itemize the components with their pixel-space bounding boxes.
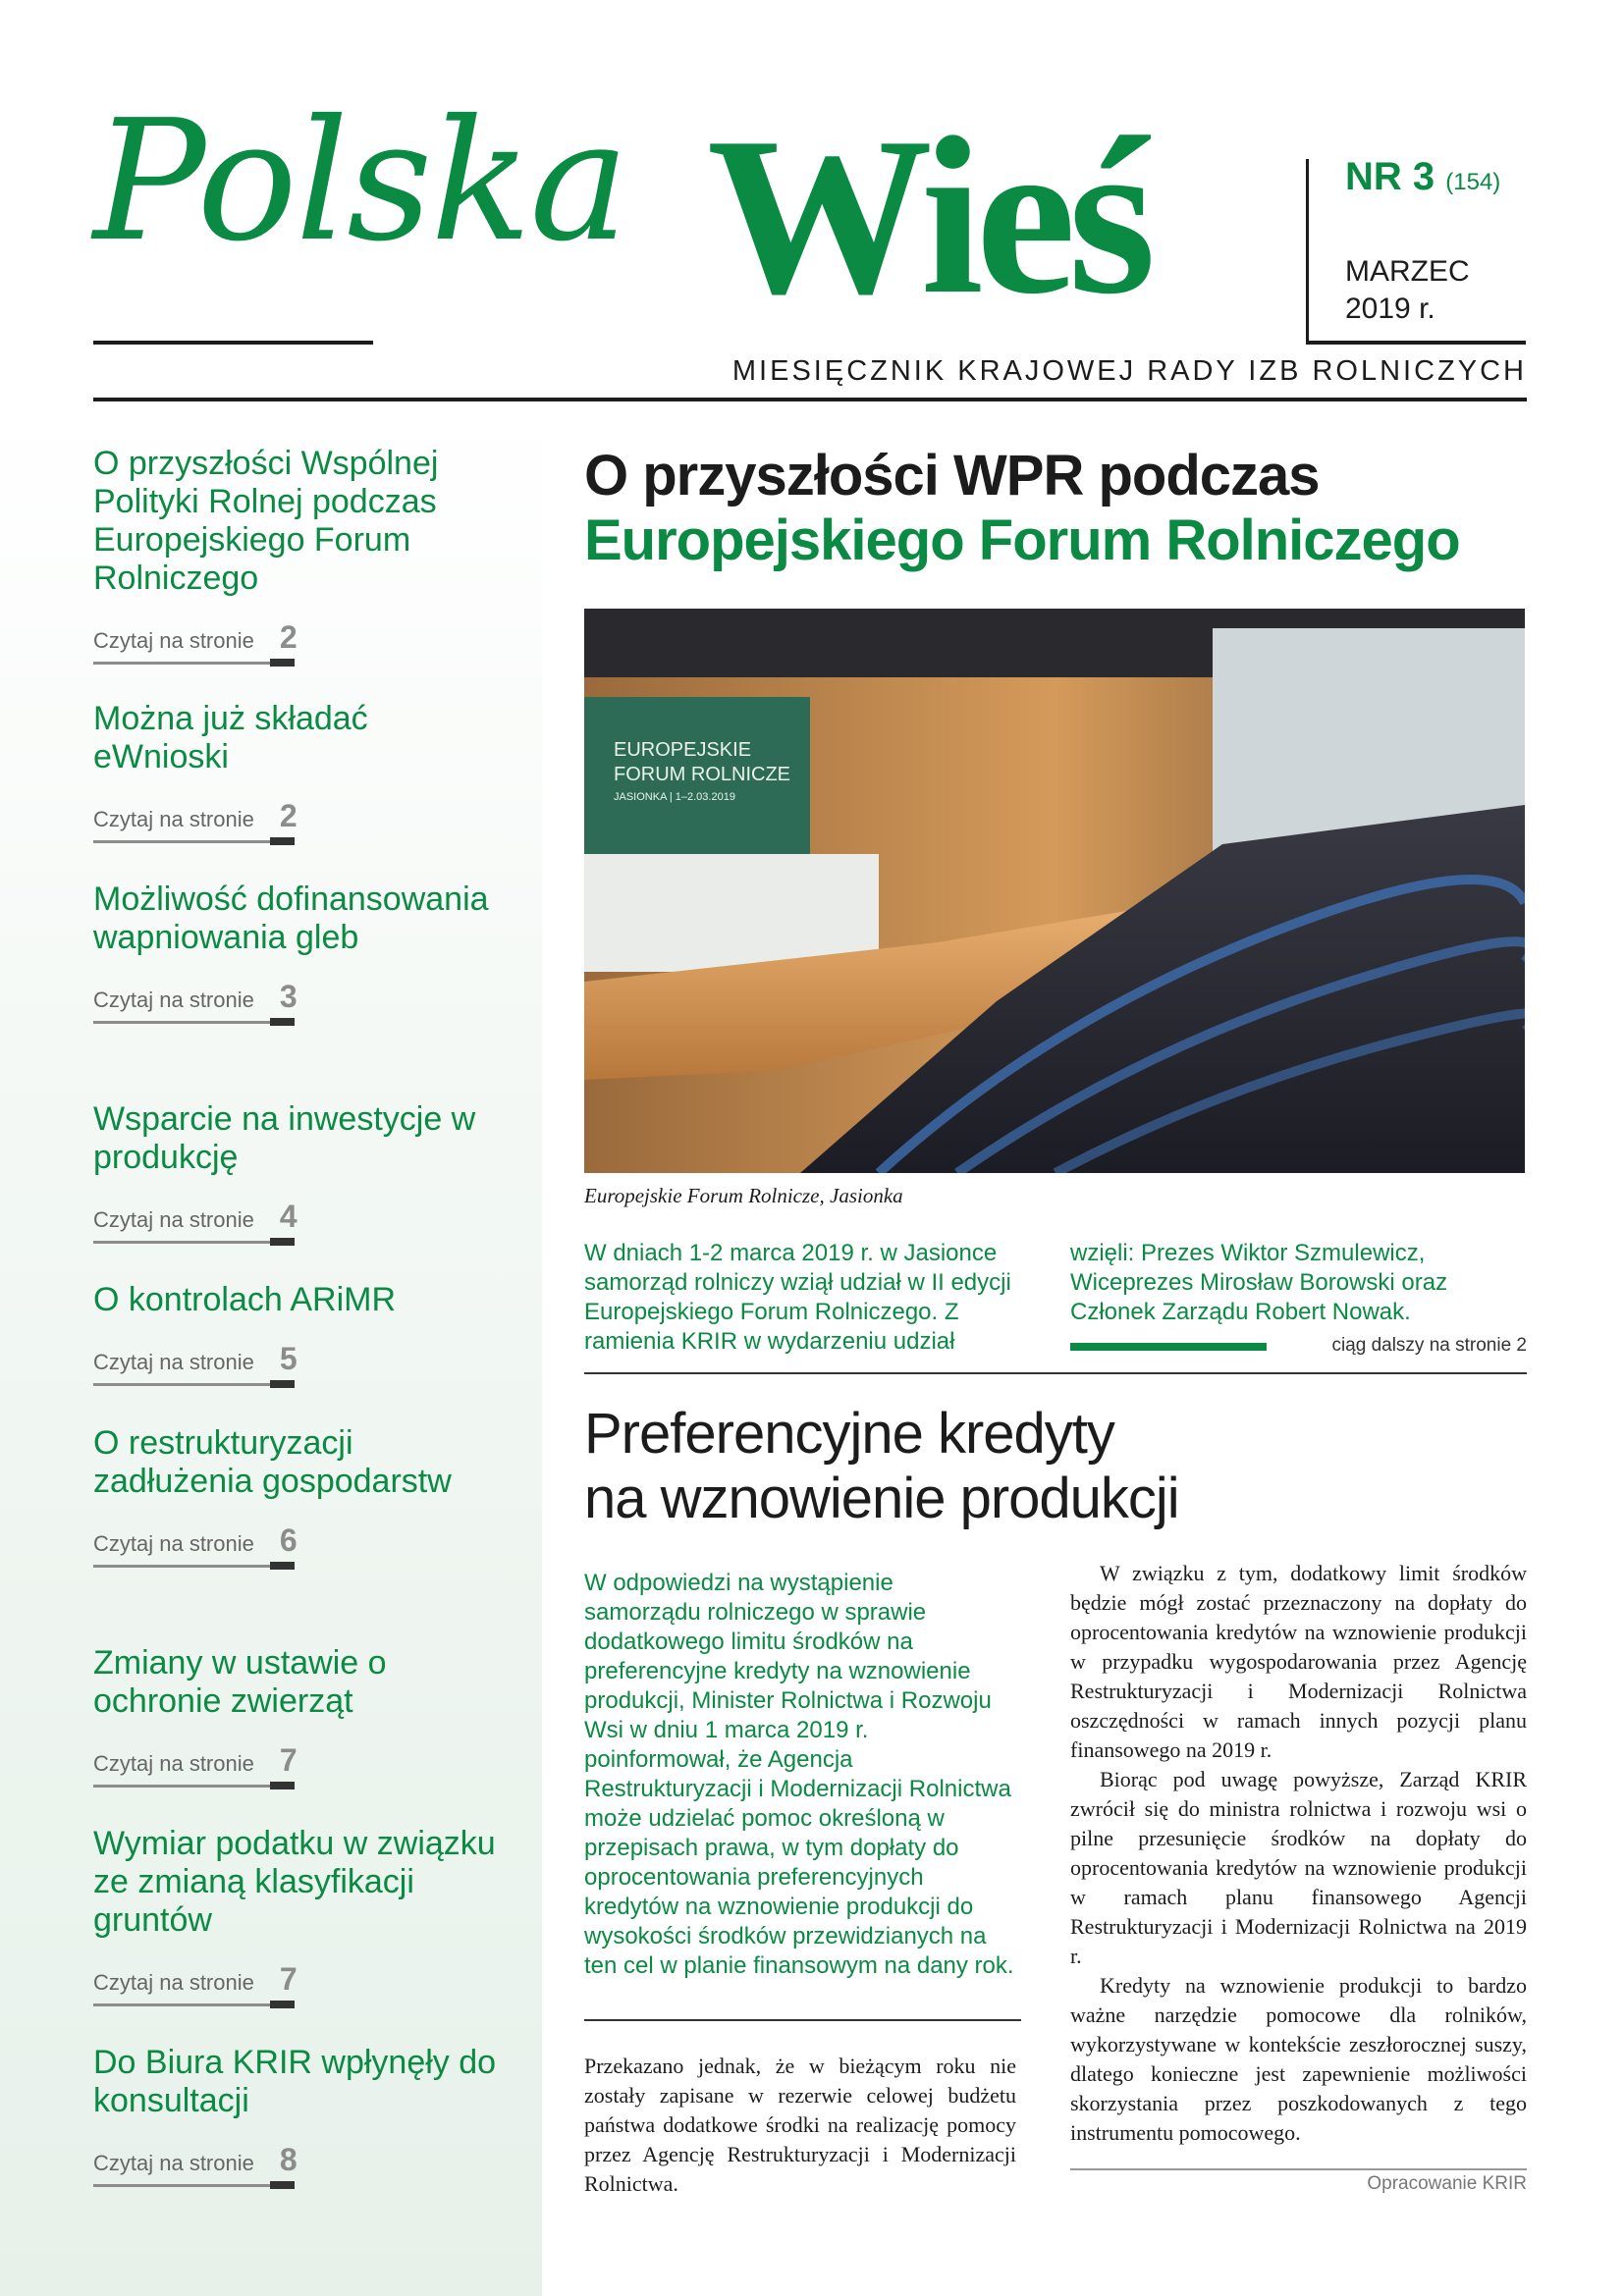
toc-read-label: Czytaj na stronie bbox=[93, 1531, 254, 1556]
article1-headline bbox=[584, 444, 1527, 573]
toc-item[interactable] bbox=[93, 1281, 506, 1386]
toc-item[interactable] bbox=[93, 2044, 506, 2187]
toc-underline bbox=[93, 2003, 295, 2006]
toc-page-number: 7 bbox=[279, 1742, 298, 1778]
toc-item-title: Wymiar podatku w związku ze zmianą klasyfikacji gruntów bbox=[93, 1825, 496, 1939]
auditorium-photo-illustration bbox=[584, 609, 1525, 1173]
screen-text-3: JASIONKA | 1–2.03.2019 bbox=[614, 791, 735, 803]
toc-item-read-more bbox=[93, 798, 506, 834]
toc-read-label: Czytaj na stronie bbox=[93, 988, 254, 1012]
toc-item-title: O przyszłości Wspólnej Polityki Rolnej podczas Europejskiego Forum Rolniczego bbox=[93, 445, 439, 597]
issue-date bbox=[1345, 253, 1470, 328]
toc-item-read-more bbox=[93, 2142, 506, 2178]
toc-read-label: Czytaj na stronie bbox=[93, 2151, 254, 2175]
toc-item-read-more bbox=[93, 1961, 506, 1998]
toc-underline bbox=[93, 662, 295, 665]
toc-item[interactable] bbox=[93, 881, 506, 1024]
toc-read-label: Czytaj na stronie bbox=[93, 1751, 254, 1776]
toc-item-title: Zmiany w ustawie o ochronie zwierząt bbox=[93, 1644, 387, 1720]
toc-item-title: O restrukturyzacji zadłużenia gospodarstw bbox=[93, 1424, 452, 1500]
toc-item[interactable] bbox=[93, 1100, 506, 1244]
article2-body-left bbox=[584, 2052, 1016, 2199]
article1-photo-caption: Europejskie Forum Rolnicze, Jasionka bbox=[584, 1184, 903, 1207]
masthead-rule-left bbox=[93, 341, 373, 345]
toc-read-label: Czytaj na stronie bbox=[93, 1207, 254, 1232]
toc-underline bbox=[93, 840, 295, 843]
toc-underline bbox=[93, 1785, 295, 1788]
toc-page-number: 5 bbox=[279, 1341, 298, 1376]
toc-item[interactable] bbox=[93, 1825, 506, 2006]
article2-body-right-paragraph-3: Kredyty na wznowienie produkcji to bardzo ważne narzędzie pomocowe dla rolników, wykorzystywane w kontekście zeszłorocznej suszy, dlatego konieczne jest zapewnienie możliwości skorzystania przez poszkodowanych z tego instrumentu pomocowego. bbox=[1070, 1973, 1527, 2145]
article2-lead-rule bbox=[584, 2019, 1021, 2021]
toc-item-read-more bbox=[93, 1199, 506, 1235]
toc-item-read-more bbox=[93, 619, 506, 656]
toc-read-label: Czytaj na stronie bbox=[93, 628, 254, 653]
toc-underline bbox=[93, 1383, 295, 1386]
issue-number bbox=[1345, 155, 1500, 199]
article2-body-left-paragraph: Przekazano jednak, że w bieżącym roku nie zostały zapisane w rezerwie celowej budżetu państwa dodatkowe środki na realizację pomocy przez Agencję Restrukturyzacji i Modernizacji Rolnictwa. bbox=[584, 2054, 1016, 2196]
toc-page-number: 3 bbox=[279, 979, 298, 1014]
article2-body-right-paragraph-1: W związku z tym, dodatkowy limit środków będzie mógł zostać przeznaczony na dopłaty do oprocentowania kredytów na wznowienie produkcji w przypadku wygospodarowania przez Agencję Restrukturyzacji i Modernizacji Rolnictwa oszczędności w ramach innych pozycji planu finansowego na 2019 r. bbox=[1070, 1561, 1527, 1762]
article1-headline-line2: Europejskiego Forum Rolniczego bbox=[584, 508, 1460, 572]
article2-signature-rule bbox=[1070, 2168, 1527, 2170]
toc-item-read-more bbox=[93, 1742, 506, 1779]
article1-accent-bar bbox=[1070, 1343, 1267, 1351]
toc-read-label: Czytaj na stronie bbox=[93, 807, 254, 831]
toc-item-title: Wsparcie na inwestycje w produkcję bbox=[93, 1100, 476, 1176]
article1-lead-left: W dniach 1-2 marca 2019 r. w Jasionce samorząd rolniczy wziął udział w II edycji Europejskiego Forum Rolniczego. Z ramienia KRIR w wydarzeniu udział bbox=[584, 1240, 1011, 1355]
issue-month: MARZEC bbox=[1345, 255, 1470, 288]
toc-underline bbox=[93, 2184, 295, 2187]
toc-item-read-more bbox=[93, 979, 506, 1015]
article1-headline-line1: O przyszłości WPR podczas bbox=[584, 444, 1320, 507]
toc-item-title: Możliwość dofinansowania wapniowania gleb bbox=[93, 881, 489, 956]
toc-underline bbox=[93, 1565, 295, 1568]
toc-underline bbox=[93, 1021, 295, 1024]
toc-read-label: Czytaj na stronie bbox=[93, 1350, 254, 1374]
article2-signature: Opracowanie KRIR bbox=[1367, 2173, 1527, 2194]
article1-photo bbox=[584, 609, 1525, 1173]
toc-item-title: Można już składać eWnioski bbox=[93, 700, 368, 775]
toc-page-number: 2 bbox=[279, 798, 298, 833]
article2-headline-line2: na wznowienie produkcji bbox=[584, 1467, 1179, 1530]
toc-item-title: Do Biura KRIR wpłynęły do konsultacji bbox=[93, 2044, 497, 2119]
toc-page-number: 7 bbox=[279, 1961, 298, 1997]
toc-page-number: 2 bbox=[279, 619, 298, 655]
masthead-rule-right bbox=[1306, 341, 1526, 345]
toc-read-label: Czytaj na stronie bbox=[93, 1970, 254, 1995]
toc-page-number: 8 bbox=[279, 2142, 298, 2177]
screen-text-2: FORUM ROLNICZE bbox=[614, 764, 790, 785]
toc-item[interactable] bbox=[93, 445, 506, 665]
issue-total-text: (154) bbox=[1445, 169, 1501, 195]
article2-body-right-paragraph-2: Biorąc pod uwagę powyższe, Zarząd KRIR zwrócił się do ministra rolnictwa i rozwoju wsi o pilne przesunięcie środków na dopłaty do oprocentowania kredytów na wznowienie produkcji w ramach planu finansowego Agencji Restrukturyzacji i Modernizacji Rolnictwa na 2019 r. bbox=[1070, 1767, 1527, 1968]
toc-item-read-more bbox=[93, 1522, 506, 1559]
toc-page-number: 6 bbox=[279, 1522, 298, 1558]
article1-lead-right: wzięli: Prezes Wiktor Szmulewicz, Wiceprezes Mirosław Borowski oraz Członek Zarządu Robert Nowak. bbox=[1070, 1240, 1448, 1325]
article2-body-right bbox=[1070, 1559, 1527, 2148]
article1-continued-link[interactable]: ciąg dalszy na stronie 2 bbox=[1331, 1335, 1527, 1356]
article2-headline bbox=[584, 1402, 1527, 1531]
masthead-title-polska: Polska bbox=[93, 84, 627, 279]
article-divider bbox=[584, 1372, 1527, 1374]
toc-item[interactable] bbox=[93, 1644, 506, 1788]
screen-text-1: EUROPEJSKIE bbox=[614, 739, 752, 761]
issue-year: 2019 r. bbox=[1345, 293, 1435, 325]
article2-lead: W odpowiedzi na wystąpienie samorządu rolniczego w sprawie dodatkowego limitu środków na preferencyjne kredyty na wznowienie produkcji, Minister Rolnictwa i Rozwoju Wsi w dniu 1 marca 2019 r. poinformował, że Agencja Restrukturyzacji i Modernizacji Rolnictwa może udzielać pomoc określoną w przepisach prawa, w tym dopłaty do oprocentowania preferencyjnych kredytów na wznowienie produkcji do wysokości środków przewidzianych na ten cel w planie finansowym na dany rok. bbox=[584, 1570, 1014, 1979]
toc-page-number: 4 bbox=[279, 1199, 298, 1234]
masthead-subtitle: MIESIĘCZNIK KRAJOWEJ RADY IZB ROLNICZYCH bbox=[731, 355, 1527, 387]
article2-headline-line1: Preferencyjne kredyty bbox=[584, 1402, 1114, 1466]
masthead-divider bbox=[1306, 159, 1309, 341]
toc-item-title: O kontrolach ARiMR bbox=[93, 1281, 396, 1318]
masthead-title-wies: Wieś bbox=[707, 90, 1149, 341]
issue-nr-text: NR 3 bbox=[1345, 155, 1435, 198]
toc-underline bbox=[93, 1241, 295, 1244]
toc-item[interactable] bbox=[93, 1424, 506, 1568]
toc-item-read-more bbox=[93, 1341, 506, 1377]
toc-item[interactable] bbox=[93, 700, 506, 843]
